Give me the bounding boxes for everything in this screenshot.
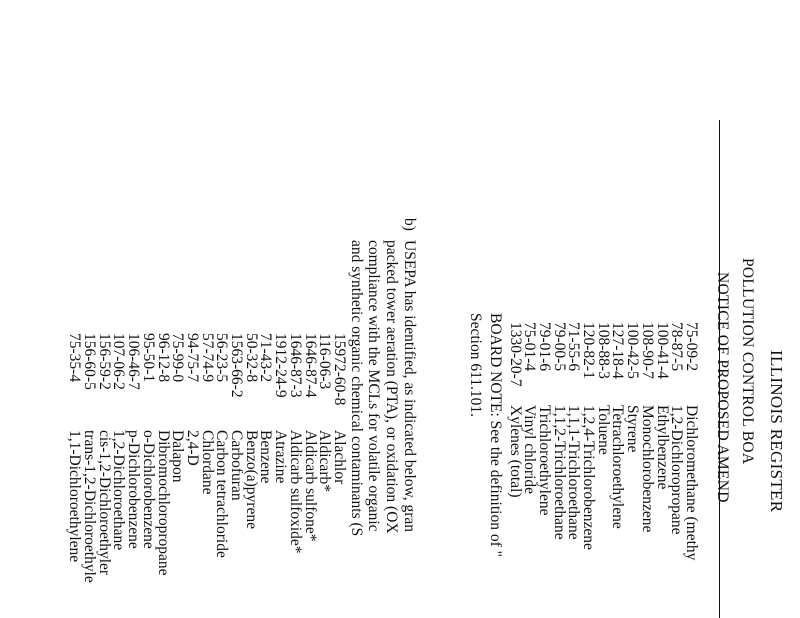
board-note-line-1: BOARD NOTE: See the definition of " xyxy=(487,313,504,557)
cas-number: 95-50-1 xyxy=(139,333,157,383)
cas-number: 120-82-1 xyxy=(580,322,598,379)
cas-number: 71-55-6 xyxy=(565,322,583,372)
chemical-name: o-Dichlorobenzene xyxy=(139,430,157,549)
chemical-name: Benzene xyxy=(257,430,275,484)
section-b-line-3: compliance with the MCLs for volatile organic xyxy=(365,240,382,532)
chemical-name: Carbofuran xyxy=(228,430,246,501)
chemical-name: Chlordane xyxy=(198,430,216,495)
cas-number: 78-87-5 xyxy=(668,322,686,372)
cas-number: 116-06-3 xyxy=(316,333,334,390)
chemical-name: cis-1,2-Dichloroethyler xyxy=(95,430,113,576)
chemical-name: Dalapon xyxy=(169,430,187,483)
cas-number: 127-18-4 xyxy=(609,322,627,379)
cas-number: 75-35-4 xyxy=(66,333,84,383)
chemical-name: 1,2,4-Trichlorobenzene xyxy=(580,405,598,550)
chemical-name: Xylenes (total) xyxy=(506,405,524,498)
chemical-name: p-Dichlorobenzene xyxy=(125,430,143,549)
cas-number: 106-46-7 xyxy=(125,333,143,390)
header-rule xyxy=(719,120,720,618)
chemical-name: Styrene xyxy=(624,405,642,453)
chemical-name: trans-1,2-Dichloroethyle xyxy=(81,430,99,583)
section-b-line-1: USEPA has identified, as indicated below, gran xyxy=(401,240,418,533)
cas-number: 94-75-7 xyxy=(184,333,201,383)
chemical-name: Carbon tetrachloride xyxy=(213,430,231,558)
cas-number: 108-88-3 xyxy=(594,322,612,379)
chemical-name: 1,2-Dichloropropane xyxy=(668,405,686,535)
cas-number: 79-00-5 xyxy=(550,322,568,372)
chemical-name: 1,1,2-Trichloroethane xyxy=(550,405,568,540)
chemical-name: Dichloromethane (methy xyxy=(683,405,700,561)
cas-number: 57-74-9 xyxy=(198,333,216,383)
cas-number: 156-60-5 xyxy=(81,333,99,390)
cas-number: 1646-87-3 xyxy=(286,333,304,398)
chemical-name: Dibromochloropropane xyxy=(154,430,172,576)
cas-number: 1912-24-9 xyxy=(272,333,290,398)
cas-number: 100-41-4 xyxy=(653,322,671,379)
section-b-line-4: and synthetic organic chemical contaminants (S xyxy=(348,240,365,537)
cas-number: 1646-87-4 xyxy=(301,333,319,398)
chemical-name: Monochlorobenzene xyxy=(638,405,656,533)
board-note-line-2: Section 611.101. xyxy=(467,313,484,418)
section-b-label: b) xyxy=(401,218,418,231)
cas-number: 156-59-2 xyxy=(95,333,113,390)
cas-number: 100-42-5 xyxy=(624,322,642,379)
cas-number: 56-23-5 xyxy=(213,333,231,383)
cas-number: 75-09-2 xyxy=(683,322,700,372)
chemical-name: Ethylbenzene xyxy=(653,405,671,490)
chemical-name: Aldicarb* xyxy=(316,430,334,492)
chemical-name: 2,4-D xyxy=(184,430,201,466)
chemical-name: Atrazine xyxy=(272,430,290,484)
notice-title: NOTICE OF PROPOSED AMEND xyxy=(714,272,731,503)
cas-number: 50-32-8 xyxy=(242,333,260,383)
board-title: POLLUTION CONTROL BOA xyxy=(739,258,756,465)
chemical-name: Aldicarb sulfone* xyxy=(301,430,319,542)
cas-number: 75-01-4 xyxy=(521,322,539,372)
chemical-name: 1,1,1-Trichloroethane xyxy=(565,405,583,540)
cas-number: 108-90-7 xyxy=(638,322,656,379)
cas-number: 75-99-0 xyxy=(169,333,187,383)
cas-number: 15972-60-8 xyxy=(331,333,348,406)
chemical-name: 1,1-Dichloroethylene xyxy=(66,430,84,563)
cas-number: 96-12-8 xyxy=(154,333,172,383)
section-b-line-2: packed tower aeration (PTA), or oxidation (OX xyxy=(383,240,400,534)
chemical-name: Vinyl chloride xyxy=(521,405,539,495)
chemical-name: Alachlor xyxy=(331,430,348,485)
chemical-name: 1,2-Dichloroethane xyxy=(110,430,128,551)
chemical-name: Aldicarb sulfoxide* xyxy=(286,430,304,554)
cas-number: 1330-20-7 xyxy=(506,322,524,387)
cas-number: 71-43-2 xyxy=(257,333,275,383)
cas-number: 107-06-2 xyxy=(110,333,128,390)
register-title: ILLINOIS REGISTER xyxy=(767,350,786,513)
chemical-name: Toluene xyxy=(594,405,612,455)
chemical-name: Tetrachloroethylene xyxy=(609,405,627,529)
cas-number: 1563-66-2 xyxy=(228,333,246,398)
chemical-name: Benzo(a)pyrene xyxy=(242,430,260,529)
chemical-name: Trichloroethylene xyxy=(536,405,553,516)
cas-number: 79-01-6 xyxy=(536,322,553,372)
